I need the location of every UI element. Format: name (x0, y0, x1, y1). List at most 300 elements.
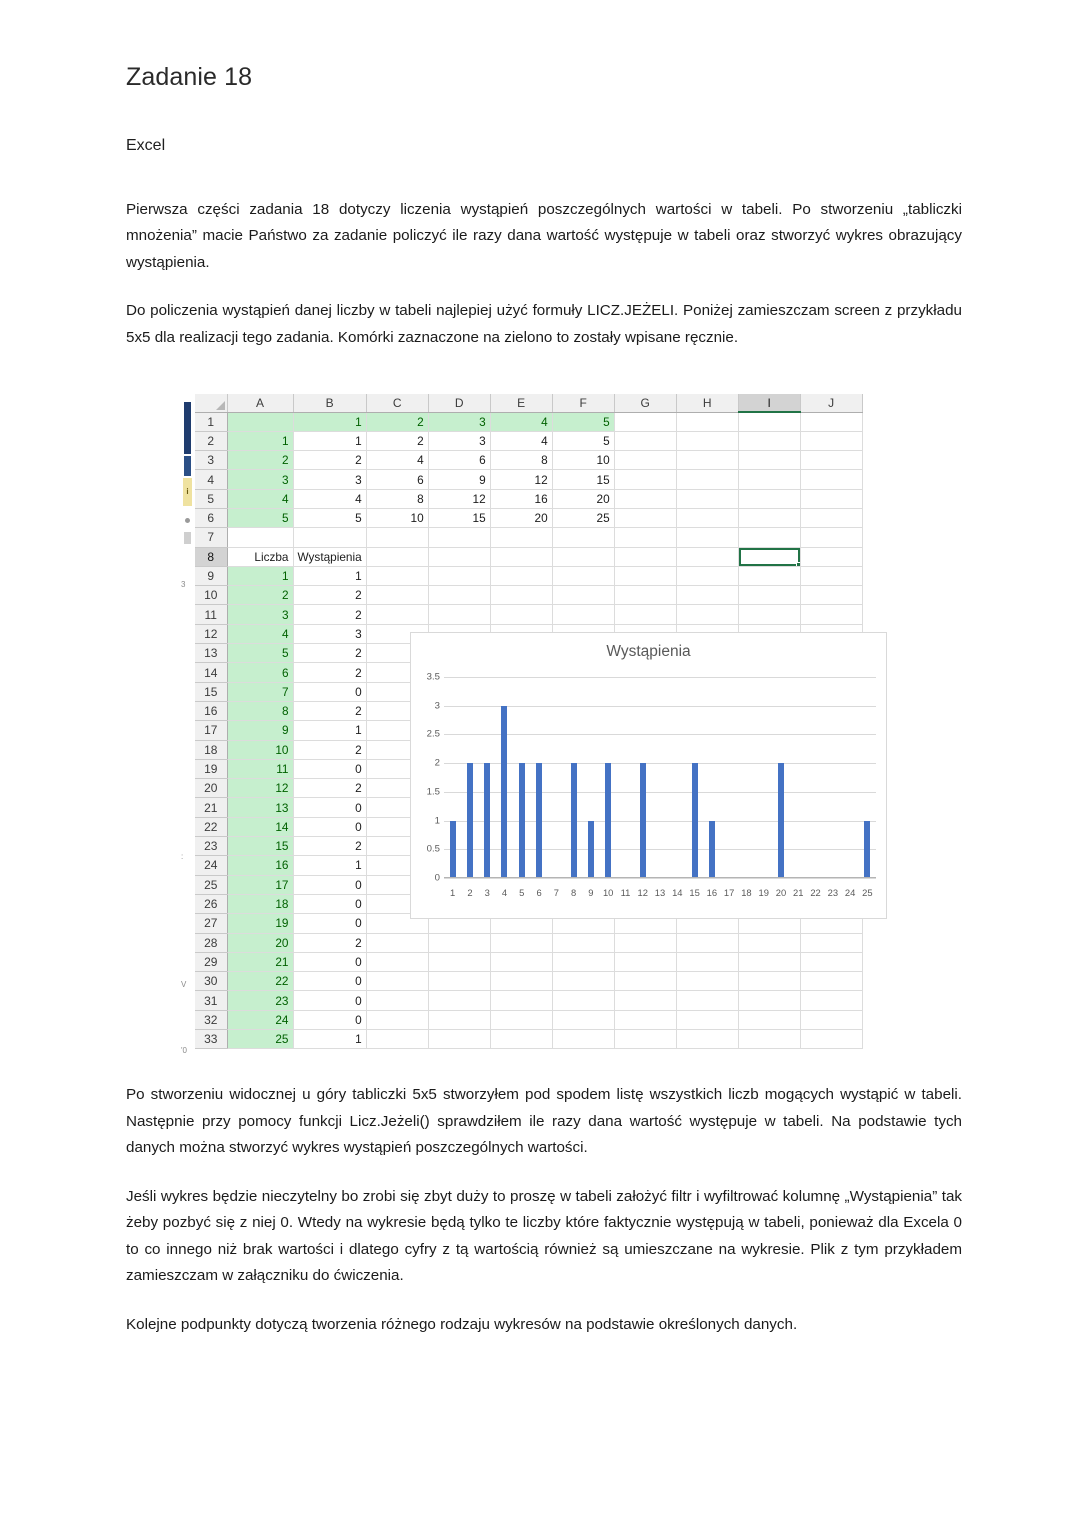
row-header-5[interactable]: 5 (195, 489, 227, 508)
cell-j31[interactable] (800, 991, 862, 1010)
chart-x-tick-label: 7 (553, 887, 559, 898)
cell-c33[interactable] (366, 1030, 428, 1049)
cell-a7[interactable] (227, 528, 293, 547)
cell-i7[interactable] (738, 528, 800, 547)
row-header-30[interactable]: 30 (195, 972, 227, 991)
sheet-row-6[interactable] (195, 508, 862, 527)
cell-b24[interactable]: 1 (293, 856, 366, 875)
sheet-row-31[interactable] (195, 991, 862, 1010)
cell-b31[interactable]: 0 (293, 991, 366, 1010)
cell-b29[interactable]: 0 (293, 952, 366, 971)
fill-handle[interactable] (796, 562, 801, 567)
cell-g7[interactable] (614, 528, 676, 547)
cell-a30[interactable]: 22 (227, 972, 293, 991)
row-header-32[interactable]: 32 (195, 1010, 227, 1029)
cell-d6[interactable]: 15 (428, 508, 490, 527)
chart-bar-slot (686, 677, 703, 878)
cell-e33[interactable] (490, 1030, 552, 1049)
active-cell-i8[interactable] (738, 547, 800, 566)
cell-a29[interactable]: 21 (227, 952, 293, 971)
cell-c30[interactable] (366, 972, 428, 991)
column-header-b[interactable]: B (293, 394, 366, 412)
cell-j11[interactable] (800, 605, 862, 624)
cell-g10[interactable] (614, 586, 676, 605)
cell-f8[interactable] (552, 547, 614, 566)
column-header-g[interactable]: G (614, 394, 676, 412)
cell-e31[interactable] (490, 991, 552, 1010)
cell-e1[interactable]: 4 (490, 412, 552, 431)
chart-bar (864, 821, 870, 878)
cell-c4[interactable]: 6 (366, 470, 428, 489)
chart-bar (778, 763, 784, 878)
cell-f9[interactable] (552, 566, 614, 585)
cell-h5[interactable] (676, 489, 738, 508)
cell-c32[interactable] (366, 1010, 428, 1029)
cell-c31[interactable] (366, 991, 428, 1010)
row-header-3[interactable]: 3 (195, 451, 227, 470)
cell-c11[interactable] (366, 605, 428, 624)
row-header-12[interactable]: 12 (195, 624, 227, 643)
cell-f1[interactable]: 5 (552, 412, 614, 431)
sidebar-tick-4: '0 (181, 1046, 187, 1055)
cell-d10[interactable] (428, 586, 490, 605)
column-header-j[interactable]: J (800, 394, 862, 412)
row-header-22[interactable]: 22 (195, 817, 227, 836)
sidebar-tick-1: 3 (181, 580, 186, 589)
cell-b11[interactable]: 2 (293, 605, 366, 624)
embedded-chart[interactable] (410, 632, 887, 919)
row-header-16[interactable]: 16 (195, 701, 227, 720)
row-header-11[interactable]: 11 (195, 605, 227, 624)
cell-h2[interactable] (676, 431, 738, 450)
cell-i3[interactable] (738, 451, 800, 470)
cell-j28[interactable] (800, 933, 862, 952)
cell-f5[interactable]: 20 (552, 489, 614, 508)
cell-j30[interactable] (800, 972, 862, 991)
cell-i11[interactable] (738, 605, 800, 624)
cell-f2[interactable]: 5 (552, 431, 614, 450)
row-header-28[interactable]: 28 (195, 933, 227, 952)
cell-h10[interactable] (676, 586, 738, 605)
cell-h7[interactable] (676, 528, 738, 547)
cell-g31[interactable] (614, 991, 676, 1010)
cell-h29[interactable] (676, 952, 738, 971)
cell-a10[interactable]: 2 (227, 586, 293, 605)
cell-f30[interactable] (552, 972, 614, 991)
cell-j1[interactable] (800, 412, 862, 431)
chart-bar-slot (617, 677, 634, 878)
cell-f3[interactable]: 10 (552, 451, 614, 470)
cell-h3[interactable] (676, 451, 738, 470)
cell-f29[interactable] (552, 952, 614, 971)
cell-g1[interactable] (614, 412, 676, 431)
cell-i32[interactable] (738, 1010, 800, 1029)
cell-j4[interactable] (800, 470, 862, 489)
cell-b18[interactable]: 2 (293, 740, 366, 759)
chart-x-tick-label: 19 (758, 887, 769, 898)
cell-c10[interactable] (366, 586, 428, 605)
row-header-27[interactable]: 27 (195, 914, 227, 933)
cell-d9[interactable] (428, 566, 490, 585)
column-header-d[interactable]: D (428, 394, 490, 412)
cell-d33[interactable] (428, 1030, 490, 1049)
row-header-33[interactable]: 33 (195, 1030, 227, 1049)
cell-e3[interactable]: 8 (490, 451, 552, 470)
cell-a21[interactable]: 13 (227, 798, 293, 817)
chart-bar (519, 763, 525, 878)
cell-e2[interactable]: 4 (490, 431, 552, 450)
row-header-31[interactable]: 31 (195, 991, 227, 1010)
cell-h6[interactable] (676, 508, 738, 527)
cell-d2[interactable]: 3 (428, 431, 490, 450)
sheet-row-4[interactable] (195, 470, 862, 489)
chart-x-tick-label: 5 (519, 887, 525, 898)
chart-bar (571, 763, 577, 878)
cell-g32[interactable] (614, 1010, 676, 1029)
cell-g6[interactable] (614, 508, 676, 527)
cell-d8[interactable] (428, 547, 490, 566)
cell-j5[interactable] (800, 489, 862, 508)
cell-f33[interactable] (552, 1030, 614, 1049)
cell-b33[interactable]: 1 (293, 1030, 366, 1049)
cell-c7[interactable] (366, 528, 428, 547)
cell-i29[interactable] (738, 952, 800, 971)
cell-a14[interactable]: 6 (227, 663, 293, 682)
sidebar-tick-3: V (181, 980, 187, 989)
cell-e29[interactable] (490, 952, 552, 971)
cell-a24[interactable]: 16 (227, 856, 293, 875)
cell-e7[interactable] (490, 528, 552, 547)
cell-b22[interactable]: 0 (293, 817, 366, 836)
cell-g29[interactable] (614, 952, 676, 971)
cell-j10[interactable] (800, 586, 862, 605)
cell-b6[interactable]: 5 (293, 508, 366, 527)
chart-bar-slot (807, 677, 824, 878)
cell-a16[interactable]: 8 (227, 701, 293, 720)
sheet-row-3[interactable] (195, 451, 862, 470)
cell-d28[interactable] (428, 933, 490, 952)
cell-d31[interactable] (428, 991, 490, 1010)
cell-a13[interactable]: 5 (227, 644, 293, 663)
chart-title: Wystąpienia (606, 643, 691, 660)
cell-a12[interactable]: 4 (227, 624, 293, 643)
row-header-18[interactable]: 18 (195, 740, 227, 759)
column-header-e[interactable]: E (490, 394, 552, 412)
cell-e10[interactable] (490, 586, 552, 605)
cell-f6[interactable]: 25 (552, 508, 614, 527)
cell-d29[interactable] (428, 952, 490, 971)
cell-i33[interactable] (738, 1030, 800, 1049)
sheet-row-2[interactable] (195, 431, 862, 450)
cell-f11[interactable] (552, 605, 614, 624)
row-header-10[interactable]: 10 (195, 586, 227, 605)
cell-e30[interactable] (490, 972, 552, 991)
cell-e5[interactable]: 16 (490, 489, 552, 508)
cell-g5[interactable] (614, 489, 676, 508)
cell-h31[interactable] (676, 991, 738, 1010)
cell-b23[interactable]: 2 (293, 837, 366, 856)
cell-b21[interactable]: 0 (293, 798, 366, 817)
row-header-24[interactable]: 24 (195, 856, 227, 875)
cell-j9[interactable] (800, 566, 862, 585)
cell-b25[interactable]: 0 (293, 875, 366, 894)
cell-b14[interactable]: 2 (293, 663, 366, 682)
cell-h32[interactable] (676, 1010, 738, 1029)
select-all-corner[interactable] (195, 394, 227, 412)
cell-b16[interactable]: 2 (293, 701, 366, 720)
cell-b32[interactable]: 0 (293, 1010, 366, 1029)
cell-a32[interactable]: 24 (227, 1010, 293, 1029)
cell-j2[interactable] (800, 431, 862, 450)
sheet-row-5[interactable] (195, 489, 862, 508)
cell-i2[interactable] (738, 431, 800, 450)
cell-i10[interactable] (738, 586, 800, 605)
cell-d3[interactable]: 6 (428, 451, 490, 470)
cell-j7[interactable] (800, 528, 862, 547)
cell-b15[interactable]: 0 (293, 682, 366, 701)
column-header-row[interactable] (195, 394, 862, 412)
cell-b13[interactable]: 2 (293, 644, 366, 663)
chart-bar-slot (479, 677, 496, 878)
chart-bar (536, 763, 542, 878)
row-header-20[interactable]: 20 (195, 779, 227, 798)
cell-b5[interactable]: 4 (293, 489, 366, 508)
sheet-row-10[interactable] (195, 586, 862, 605)
sheet-row-8[interactable] (195, 547, 862, 566)
cell-c6[interactable]: 10 (366, 508, 428, 527)
cell-g33[interactable] (614, 1030, 676, 1049)
cell-i4[interactable] (738, 470, 800, 489)
cell-a6[interactable]: 5 (227, 508, 293, 527)
sheet-row-33[interactable] (195, 1030, 862, 1049)
sheet-row-1[interactable] (195, 412, 862, 431)
cell-a28[interactable]: 20 (227, 933, 293, 952)
cell-a9[interactable]: 1 (227, 566, 293, 585)
cell-h28[interactable] (676, 933, 738, 952)
cell-h33[interactable] (676, 1030, 738, 1049)
cell-e4[interactable]: 12 (490, 470, 552, 489)
chart-y-tick-label: 1.5 (426, 786, 440, 798)
sheet-row-28[interactable] (195, 933, 862, 952)
cell-h8[interactable] (676, 547, 738, 566)
cell-c9[interactable] (366, 566, 428, 585)
cell-a31[interactable]: 23 (227, 991, 293, 1010)
cell-d7[interactable] (428, 528, 490, 547)
cell-c28[interactable] (366, 933, 428, 952)
column-header-a[interactable]: A (227, 394, 293, 412)
cell-i31[interactable] (738, 991, 800, 1010)
cell-a15[interactable]: 7 (227, 682, 293, 701)
cell-g2[interactable] (614, 431, 676, 450)
screenshot-bottom-crop (180, 1056, 888, 1062)
cell-a26[interactable]: 18 (227, 894, 293, 913)
cell-i9[interactable] (738, 566, 800, 585)
row-header-23[interactable]: 23 (195, 837, 227, 856)
cell-e9[interactable] (490, 566, 552, 585)
chart-bar-slot (669, 677, 686, 878)
cell-b8-wystapienia-header[interactable]: Wystąpienia (293, 547, 366, 566)
cell-c2[interactable]: 2 (366, 431, 428, 450)
row-header-19[interactable]: 19 (195, 759, 227, 778)
sheet-row-7[interactable] (195, 528, 862, 547)
chart-x-tick-label: 17 (723, 887, 735, 898)
cell-d11[interactable] (428, 605, 490, 624)
cell-i1[interactable] (738, 412, 800, 431)
column-header-f[interactable]: F (552, 394, 614, 412)
chart-bar-slot (565, 677, 582, 878)
cell-a8-liczba-header[interactable]: Liczba (227, 547, 293, 566)
cell-b1[interactable]: 1 (293, 412, 366, 431)
cell-j33[interactable] (800, 1030, 862, 1049)
cell-b2[interactable]: 1 (293, 431, 366, 450)
cell-b19[interactable]: 0 (293, 759, 366, 778)
cell-j29[interactable] (800, 952, 862, 971)
cell-b30[interactable]: 0 (293, 972, 366, 991)
chart-bar-slot (824, 677, 841, 878)
cell-i5[interactable] (738, 489, 800, 508)
cell-j32[interactable] (800, 1010, 862, 1029)
cell-c29[interactable] (366, 952, 428, 971)
cell-a20[interactable]: 12 (227, 779, 293, 798)
cell-i28[interactable] (738, 933, 800, 952)
cell-b28[interactable]: 2 (293, 933, 366, 952)
cell-c5[interactable]: 8 (366, 489, 428, 508)
column-header-h[interactable]: H (676, 394, 738, 412)
chart-bar (450, 821, 456, 878)
cell-h30[interactable] (676, 972, 738, 991)
cell-b10[interactable]: 2 (293, 586, 366, 605)
row-header-14[interactable]: 14 (195, 663, 227, 682)
cell-b3[interactable]: 2 (293, 451, 366, 470)
cell-g9[interactable] (614, 566, 676, 585)
column-header-c[interactable]: C (366, 394, 428, 412)
sheet-row-32[interactable] (195, 1010, 862, 1029)
cell-c1[interactable]: 2 (366, 412, 428, 431)
chart-y-tick-label: 2.5 (426, 728, 440, 740)
cell-g28[interactable] (614, 933, 676, 952)
cell-g3[interactable] (614, 451, 676, 470)
sheet-row-30[interactable] (195, 972, 862, 991)
cell-f28[interactable] (552, 933, 614, 952)
section-subheading: Excel (126, 137, 166, 154)
cell-e28[interactable] (490, 933, 552, 952)
row-header-29[interactable]: 29 (195, 952, 227, 971)
row-header-8[interactable]: 8 (195, 547, 227, 566)
cell-f31[interactable] (552, 991, 614, 1010)
sheet-row-9[interactable] (195, 566, 862, 585)
chart-bar-slot (600, 677, 617, 878)
cell-a33[interactable]: 25 (227, 1030, 293, 1049)
cell-b20[interactable]: 2 (293, 779, 366, 798)
cell-f7[interactable] (552, 528, 614, 547)
sheet-row-29[interactable] (195, 952, 862, 971)
cell-f10[interactable] (552, 586, 614, 605)
chart-bar (640, 763, 646, 878)
chart-x-axis-line (444, 877, 876, 878)
cell-f4[interactable]: 15 (552, 470, 614, 489)
cell-a2[interactable]: 1 (227, 431, 293, 450)
cell-b4[interactable]: 3 (293, 470, 366, 489)
cell-a5[interactable]: 4 (227, 489, 293, 508)
cell-b27[interactable]: 0 (293, 914, 366, 933)
row-header-17[interactable]: 17 (195, 721, 227, 740)
row-header-7[interactable]: 7 (195, 528, 227, 547)
cell-d4[interactable]: 9 (428, 470, 490, 489)
cell-f32[interactable] (552, 1010, 614, 1029)
cell-a25[interactable]: 17 (227, 875, 293, 894)
cell-j3[interactable] (800, 451, 862, 470)
cell-e6[interactable]: 20 (490, 508, 552, 527)
cell-a19[interactable]: 11 (227, 759, 293, 778)
cell-i30[interactable] (738, 972, 800, 991)
cell-d30[interactable] (428, 972, 490, 991)
cell-a1[interactable] (227, 412, 293, 431)
cell-j8[interactable] (800, 547, 862, 566)
chart-bar-slot (703, 677, 720, 878)
cell-e8[interactable] (490, 547, 552, 566)
cell-h1[interactable] (676, 412, 738, 431)
cell-a22[interactable]: 14 (227, 817, 293, 836)
cell-d32[interactable] (428, 1010, 490, 1029)
cell-a18[interactable]: 10 (227, 740, 293, 759)
row-header-1[interactable]: 1 (195, 412, 227, 431)
cell-i6[interactable] (738, 508, 800, 527)
cell-a4[interactable]: 3 (227, 470, 293, 489)
cell-e11[interactable] (490, 605, 552, 624)
cell-h9[interactable] (676, 566, 738, 585)
row-header-13[interactable]: 13 (195, 644, 227, 663)
paragraph-after-1: Po stworzeniu widocznej u góry tabliczki 5x5 stworzyłem pod spodem listę wszystkich liczb mogących wystąpić w tabeli. Następnie przy pomocy funkcji Licz.Jeżeli() sprawdziłem ile razy dana wartość występuje w tabeli. Na podstawie tych danych można stworzyć wykres wystąpień poszczególnych wartości. (126, 1086, 962, 1156)
row-header-26[interactable]: 26 (195, 894, 227, 913)
row-header-2[interactable]: 2 (195, 431, 227, 450)
row-header-6[interactable]: 6 (195, 508, 227, 527)
chart-bar (709, 821, 715, 878)
cell-a23[interactable]: 15 (227, 837, 293, 856)
cell-h4[interactable] (676, 470, 738, 489)
cell-c8[interactable] (366, 547, 428, 566)
chart-x-tick-label: 21 (793, 887, 804, 898)
cell-a27[interactable]: 19 (227, 914, 293, 933)
row-header-21[interactable]: 21 (195, 798, 227, 817)
worksheet-grid[interactable] (195, 394, 888, 1062)
row-header-15[interactable]: 15 (195, 682, 227, 701)
cell-d5[interactable]: 12 (428, 489, 490, 508)
column-header-i[interactable]: I (738, 394, 800, 412)
cell-h11[interactable] (676, 605, 738, 624)
cell-a3[interactable]: 2 (227, 451, 293, 470)
row-header-25[interactable]: 25 (195, 875, 227, 894)
cell-b26[interactable]: 0 (293, 894, 366, 913)
cell-b17[interactable]: 1 (293, 721, 366, 740)
cell-a17[interactable]: 9 (227, 721, 293, 740)
sheet-row-11[interactable] (195, 605, 862, 624)
cell-g11[interactable] (614, 605, 676, 624)
row-header-4[interactable]: 4 (195, 470, 227, 489)
cell-d1[interactable]: 3 (428, 412, 490, 431)
cell-j6[interactable] (800, 508, 862, 527)
cell-c3[interactable]: 4 (366, 451, 428, 470)
cell-b9[interactable]: 1 (293, 566, 366, 585)
row-header-9[interactable]: 9 (195, 566, 227, 585)
cell-b7[interactable] (293, 528, 366, 547)
cell-a11[interactable]: 3 (227, 605, 293, 624)
cell-e32[interactable] (490, 1010, 552, 1029)
cell-b12[interactable]: 3 (293, 624, 366, 643)
cell-g8[interactable] (614, 547, 676, 566)
cell-g30[interactable] (614, 972, 676, 991)
cell-g4[interactable] (614, 470, 676, 489)
chart-bar-slot (582, 677, 599, 878)
